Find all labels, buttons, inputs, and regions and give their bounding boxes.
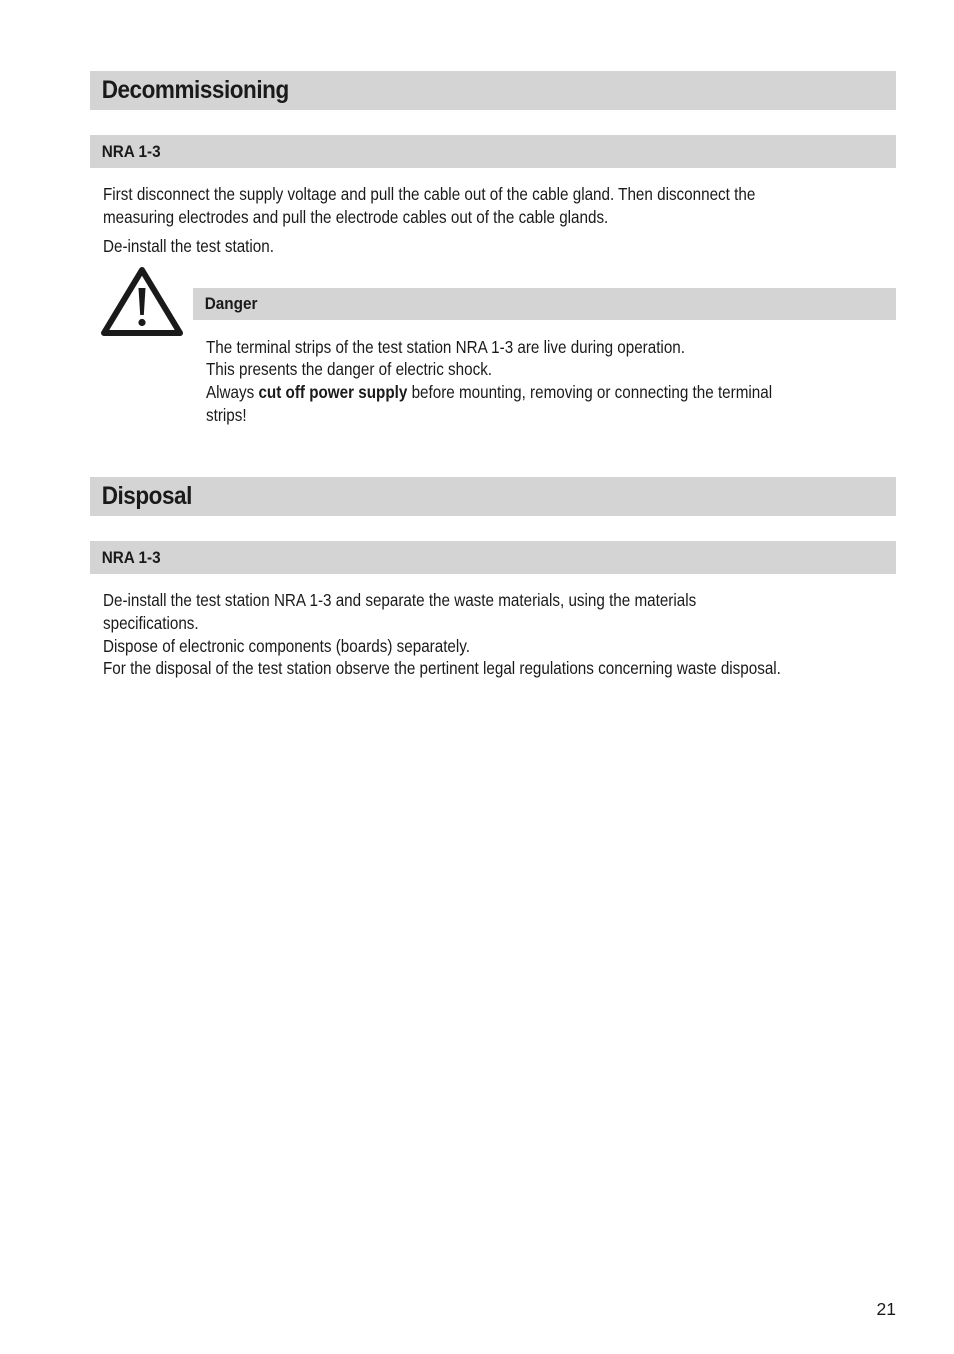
disposal-subheading: NRA 1-3	[101, 548, 161, 567]
disposal-header	[90, 477, 896, 516]
disposal-text-line2: specifications.	[103, 613, 199, 633]
danger-text-line2: This presents the danger of electric shock.	[206, 359, 493, 379]
disposal-subheader	[90, 541, 896, 574]
danger-text-suffix: before mounting, removing or connecting the terminal	[407, 382, 773, 402]
decommissioning-title: Decommissioning	[101, 76, 289, 104]
decommissioning-paragraph-line2: measuring electrodes and pull the electrode cables out of the cable glands.	[103, 207, 609, 227]
warning-triangle-icon	[100, 264, 184, 338]
disposal-text-line4: For the disposal of the test station observe the pertinent legal regulations concerning waste disposal.	[103, 658, 781, 678]
decommissioning-subheader	[90, 135, 896, 168]
danger-text-emphasis: cut off power supply	[258, 382, 408, 402]
decommissioning-subheading: NRA 1-3	[101, 142, 161, 161]
decommissioning-header	[90, 71, 896, 110]
danger-text-line1: The terminal strips of the test station NRA 1-3 are live during operation.	[206, 337, 685, 357]
danger-text-prefix: Always	[206, 382, 259, 402]
decommissioning-paragraph-line1: First disconnect the supply voltage and pull the cable out of the cable gland. Then disconnect the	[103, 184, 756, 204]
decommissioning-deinstall-text: De-install the test station.	[103, 236, 274, 256]
danger-text-line3	[206, 381, 772, 404]
disposal-text-line3: Dispose of electronic components (boards) separately.	[103, 636, 471, 656]
disposal-title: Disposal	[101, 482, 192, 510]
page-number: 21	[876, 1299, 896, 1319]
disposal-text-line1: De-install the test station NRA 1-3 and separate the waste materials, using the materials	[103, 590, 697, 610]
danger-text-line4: strips!	[206, 405, 247, 425]
danger-label: Danger	[204, 294, 258, 313]
danger-header	[193, 288, 896, 320]
